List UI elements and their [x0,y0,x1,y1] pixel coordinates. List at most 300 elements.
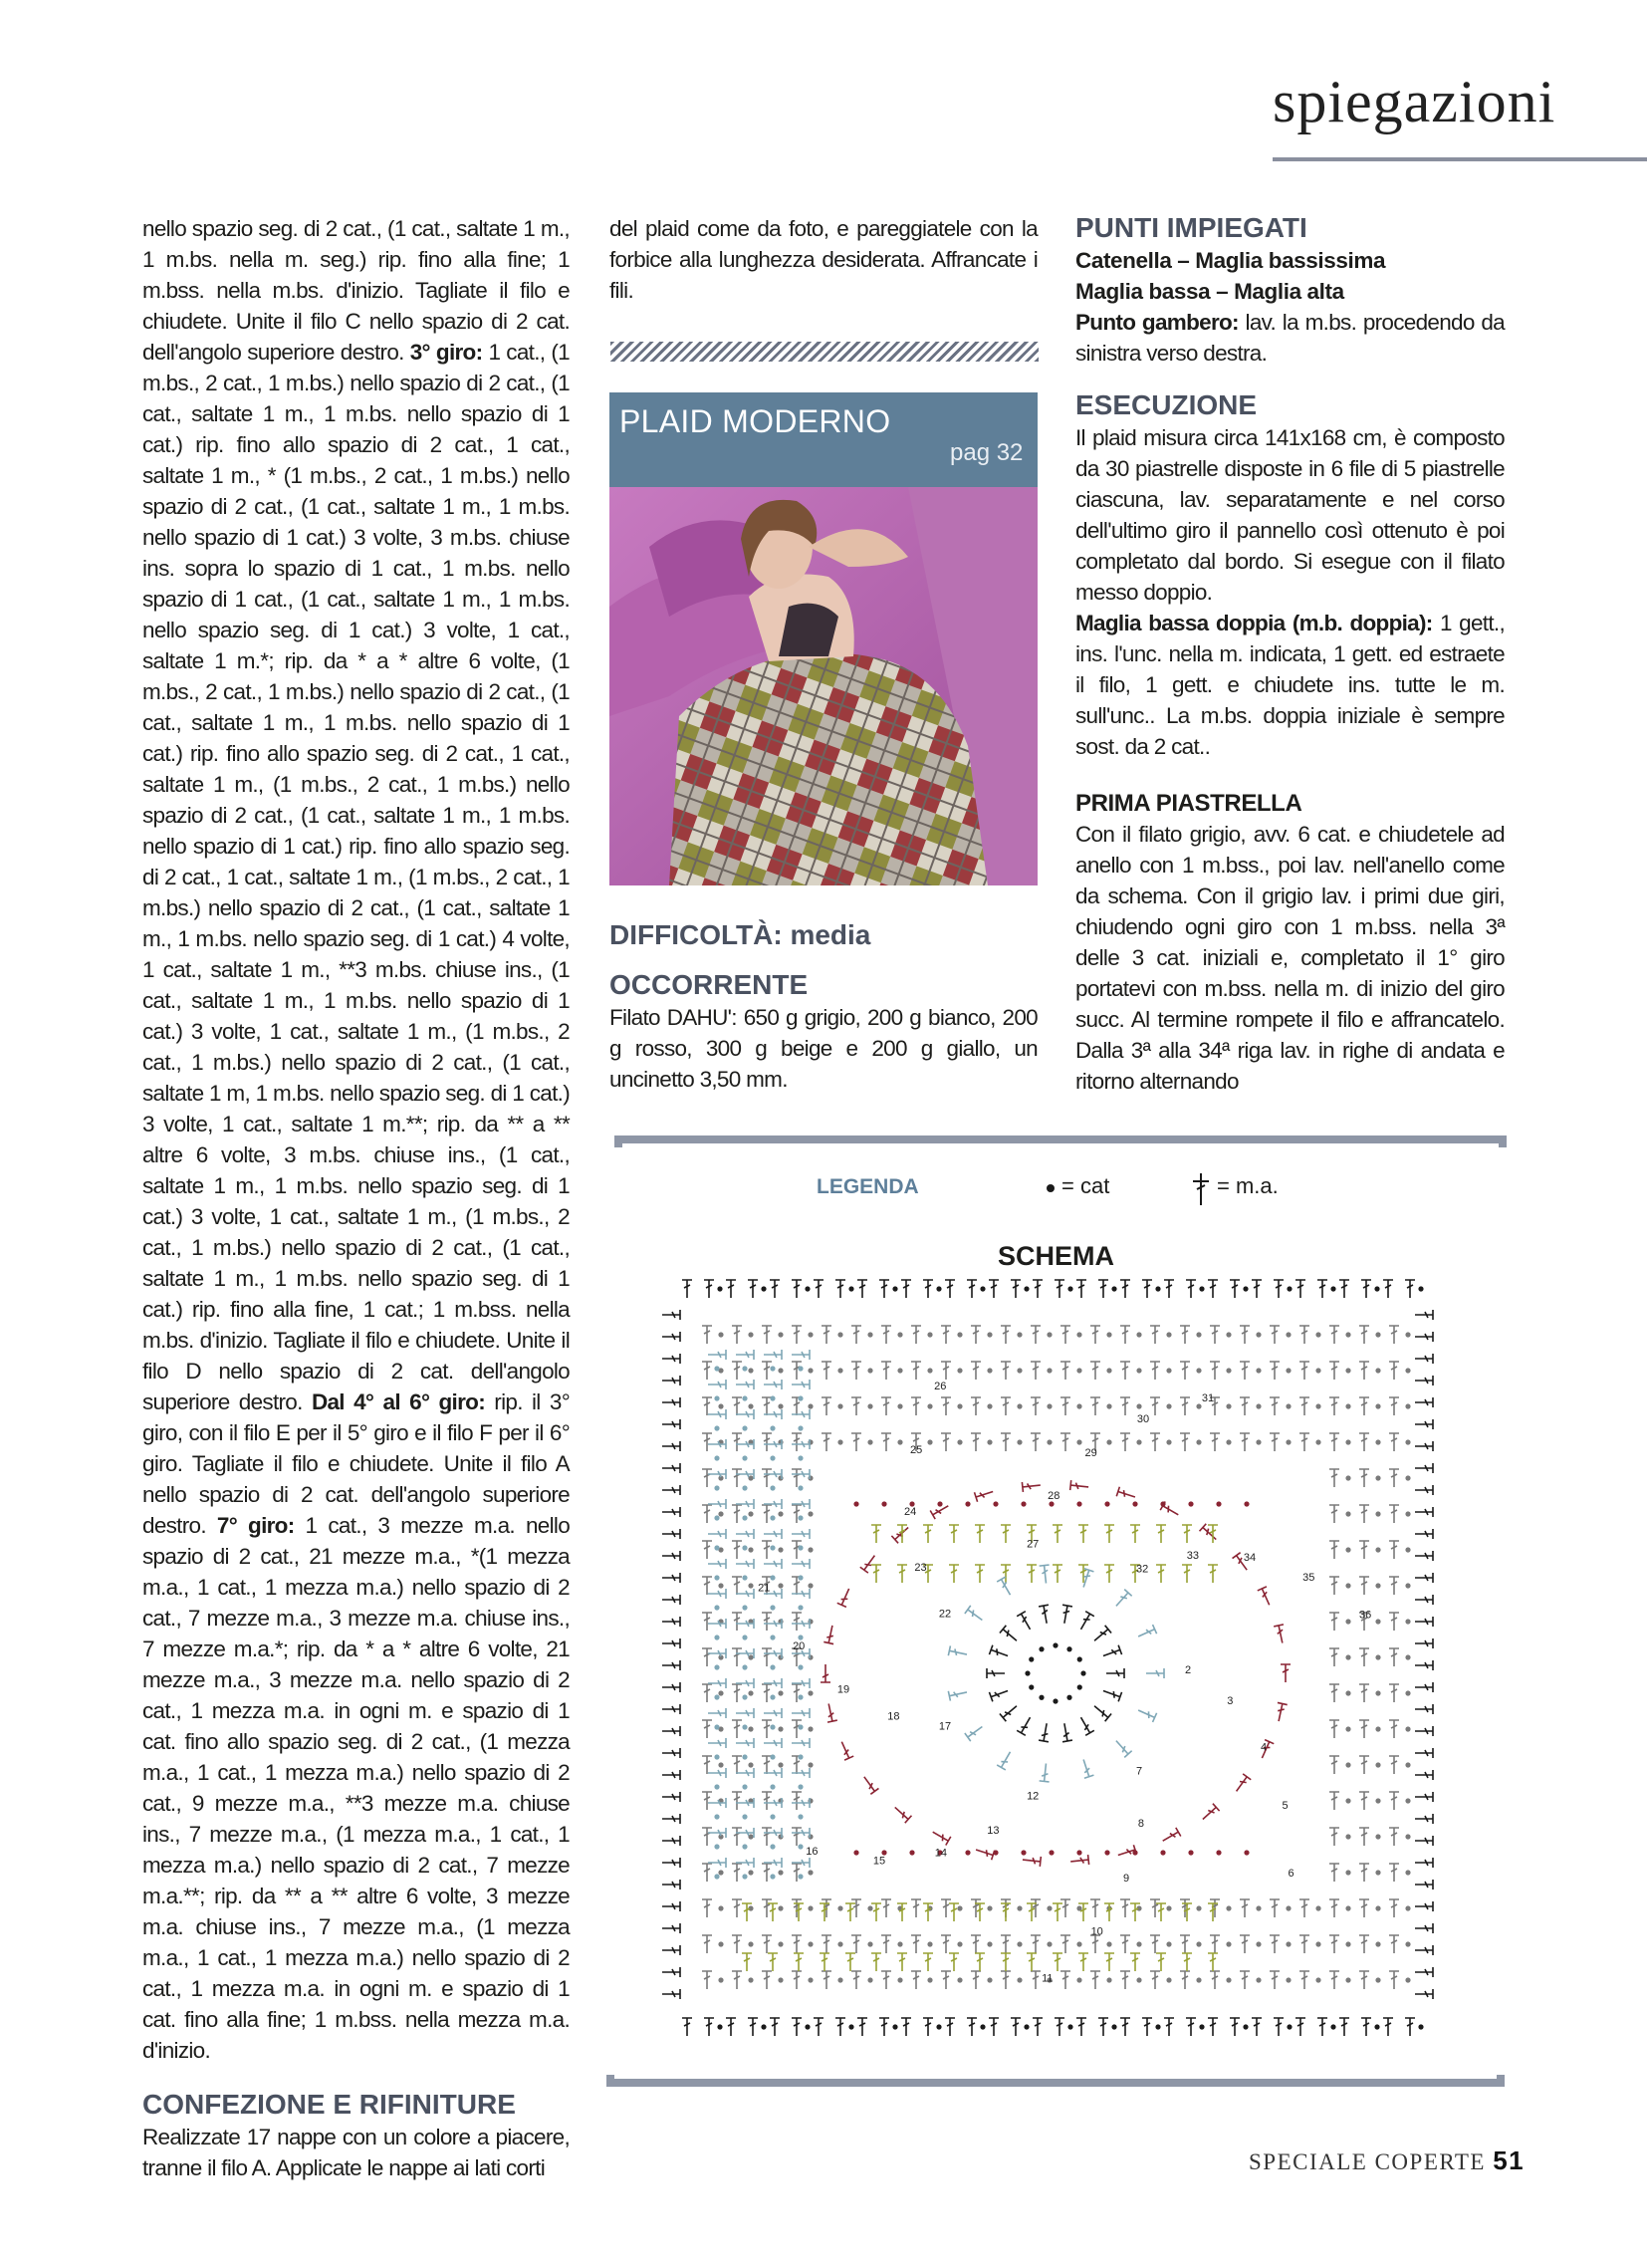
stitch-symbol [941,1397,951,1415]
stitch-symbol [1299,1971,1309,1989]
chain-dot [1405,1583,1410,1588]
chain-dot [714,1575,719,1580]
chain-dot [1345,1834,1350,1839]
stitch-symbol [662,1726,680,1736]
stitch-symbol [768,1953,778,1971]
stitch-symbol [1053,1565,1062,1583]
stitch-symbol [792,1971,802,1989]
stitch-symbol [965,1606,985,1625]
chain-dot [1166,1905,1171,1910]
stitch-symbol [662,1858,680,1868]
stitch-symbol [1389,1613,1399,1631]
stitch-symbol [857,1280,867,1298]
stitch-symbol [1415,1419,1433,1429]
stitch-symbol [860,1774,879,1794]
chain-dot [1021,1850,1026,1855]
chain-dot [1017,1403,1022,1408]
stitch-symbol [1405,2018,1415,2036]
stitch-symbol [1389,1864,1399,1882]
chain-dot [798,1575,803,1580]
row-number: 25 [910,1443,923,1456]
chain-dot [770,1664,775,1669]
stitch-symbol [1208,1280,1218,1298]
stitch-symbol [1415,1704,1433,1714]
stitch-symbol [662,1617,680,1627]
stitch-symbol [881,1326,891,1344]
chain-dot [778,1977,783,1982]
chain-dot [718,1941,723,1946]
chain-dot [1136,1941,1141,1946]
chain-dot [748,1870,753,1875]
stitch-symbol [1389,1756,1399,1774]
stitch-symbol [975,1487,995,1502]
stitch-symbol [1329,1792,1339,1810]
stitch-symbol [762,1899,772,1917]
stitch-symbol [1415,1595,1433,1605]
chain-dot [714,1366,719,1371]
stitch-symbol [702,1684,712,1702]
chain-dot [1345,1368,1350,1373]
stitch-symbol [1389,1362,1399,1380]
chain-dot [714,1515,719,1520]
stitch-symbol [948,1687,968,1701]
chain-dot [742,1874,747,1879]
stitch-symbol [1104,1903,1114,1921]
chain-dot [1243,1286,1248,1291]
stitch-symbol [1329,1756,1339,1774]
stitch-symbol [1329,1397,1339,1415]
stitch-symbol [989,1686,1009,1702]
stitch-symbol [1415,1770,1433,1780]
chain-dot [1345,1654,1350,1659]
row-number: 35 [1302,1571,1315,1584]
stitch-symbol [704,2018,714,2036]
page-number: 51 [1493,2145,1526,2175]
stitch-symbol [1252,2018,1262,2036]
stitch-symbol [764,1559,782,1569]
stitch-symbol [764,1529,782,1539]
stitch-symbol [941,1362,951,1380]
chain-dot [1286,1439,1291,1444]
stitch-symbol [1233,1774,1252,1794]
stitch-symbol [662,1967,680,1977]
stitch-symbol [792,1559,810,1569]
stitch-symbol [851,1362,861,1380]
stitch-symbol [1295,2018,1305,2036]
esecuzione-heading: ESECUZIONE [1075,389,1258,420]
stitch-symbol [897,1903,907,1921]
stitch-symbol [748,2018,758,2036]
stitch-symbol [881,1433,891,1451]
chain-dot [1405,1654,1410,1659]
stitch-symbol [1182,1953,1192,1971]
chain-dot [1375,1690,1380,1695]
chain-dot [808,1403,813,1408]
stitch-symbol [732,1577,742,1595]
stitch-symbol [1210,1971,1220,1989]
chain-dot [1315,1332,1320,1337]
chain-dot [1196,1403,1201,1408]
stitch-symbol [732,1397,742,1415]
stitch-symbol [1112,1590,1131,1610]
stitch-symbol [949,1565,959,1583]
chain-dot [770,1844,775,1849]
chain-dot [867,1905,872,1910]
stitch-symbol [1090,1362,1100,1380]
chain-dot [718,1905,723,1910]
chain-dot [1345,1439,1350,1444]
chain-dot [1066,1695,1071,1700]
chain-dot [770,1485,775,1490]
stitch-symbol [1274,1702,1288,1722]
stitch-symbol [1252,1280,1262,1298]
stitch-symbol [792,1678,810,1688]
stitch-symbol [762,1792,772,1810]
stitch-symbol [1415,1660,1433,1670]
stitch-symbol [1186,1280,1196,1298]
stitch-symbol [1156,1525,1166,1543]
chain-dot [770,1784,775,1789]
stitch-symbol [1150,1397,1160,1415]
chain-dot [742,1455,747,1460]
chain-dot [1076,1941,1081,1946]
punti-heading: PUNTI IMPIEGATI [1075,212,1307,243]
chain-dot [1286,1368,1291,1373]
stitch-symbol [702,1828,712,1846]
chain-dot [1375,1905,1380,1910]
chain-dot [778,1511,783,1516]
stitch-symbol [975,1565,985,1583]
stitch-symbol [1329,1720,1339,1738]
legend-label: LEGENDA [817,1175,919,1198]
stitch-symbol [792,1529,810,1539]
stitch-symbol [764,1708,782,1718]
chain-dot [742,1814,747,1819]
stitch-symbol [732,1648,742,1666]
chain-dot [1199,1286,1204,1291]
chain-dot [927,1977,932,1982]
stitch-symbol [821,1664,830,1682]
chain-dot [1256,1905,1261,1910]
chain-dot [778,1368,783,1373]
chain-dot [1345,1726,1350,1731]
stitch-symbol [1142,2018,1152,2036]
stitch-symbol [1208,2018,1218,2036]
stitch-symbol [1240,1935,1250,1953]
stitch-symbol [1415,1945,1433,1955]
round-label: 7° giro: [216,1513,295,1538]
row-number: 32 [1136,1563,1149,1576]
stitch-symbol [702,1433,712,1451]
stitch-symbol [1299,1433,1309,1451]
stitch-symbol [941,1899,951,1917]
stitch-symbol [662,1310,680,1320]
stitch-symbol [762,1433,772,1451]
stitch-symbol [732,1720,742,1738]
row-number: 16 [806,1846,819,1859]
stitch-symbol [1210,1433,1220,1451]
stitch-symbol [1059,1722,1072,1741]
stitch-symbol [835,1280,845,1298]
chain-dot [987,1941,992,1946]
stitch-symbol [702,1792,712,1810]
chain-dot [748,1403,753,1408]
chain-dot [1226,1439,1231,1444]
stitch-symbol [1076,1612,1094,1633]
stitch-symbol [1415,1923,1433,1933]
stitch-symbol [762,1648,772,1666]
chain-dot [1405,1690,1410,1695]
stitch-symbol [1329,1541,1339,1559]
stitch-symbol [1091,1626,1111,1644]
stitch-symbol [1329,1326,1339,1344]
stitch-symbol [1022,1855,1041,1867]
chain-dot [1375,1762,1380,1767]
chain-dot [837,1403,842,1408]
chain-dot [1405,1798,1410,1803]
chain-dot [936,2024,941,2029]
stitch-symbol [662,1441,680,1451]
stitch-symbol [792,1433,802,1451]
chain-dot [1226,1977,1231,1982]
stitch-symbol [1040,1565,1052,1584]
stitch-symbol [1359,1971,1369,1989]
stitch-symbol [879,2018,889,2036]
stitch-symbol [702,1720,712,1738]
chain-dot [837,1977,842,1982]
header-rule [1273,157,1647,161]
chain-dot [742,1664,747,1669]
row-number: 30 [1136,1412,1150,1425]
chain-dot [1375,1439,1380,1444]
stitch-symbol [732,1971,742,1989]
chain-dot [808,1834,813,1839]
stitch-symbol [764,1738,782,1748]
stitch-symbol [1270,1397,1280,1415]
chain-dot [808,1762,813,1767]
chain-dot [837,1332,842,1337]
chain-dot [1076,1501,1081,1506]
row-number: 20 [793,1640,806,1653]
stitch-symbol [989,1645,1009,1661]
chain-dot [742,1515,747,1520]
stitch-symbol [1031,1935,1041,1953]
chain-dot [927,1941,932,1946]
chain-dot [987,1368,992,1373]
stitch-symbol [662,1836,680,1846]
stitch-symbol [732,1792,742,1810]
chain-dot [1330,1286,1335,1291]
stitch-symbol [1017,1612,1035,1633]
stitch-symbol [945,1280,955,1298]
chain-dot [897,1941,902,1946]
stitch-symbol [764,1380,782,1389]
stitch-symbol [975,1845,995,1860]
stitch-symbol [1270,1433,1280,1451]
chain-dot [1021,1501,1026,1506]
stitch-symbol [1415,1836,1433,1846]
stitch-symbol [891,1804,911,1823]
chain-dot [936,1286,941,1291]
stitch-symbol [792,1589,810,1599]
stitch-symbol [997,1749,1015,1770]
chain-dot [808,1583,813,1588]
continuation-text: del plaid come da foto, e pareggiatele con la forbice alla lunghezza desiderata. Affrancate i fili. [609,216,1038,303]
stitch-symbol [708,1529,726,1539]
stitch-symbol [662,1573,680,1583]
chain-dot [1244,1850,1249,1855]
stitch-symbol [1299,1397,1309,1415]
stitch-symbol [1415,1748,1433,1758]
row-number: 24 [903,1505,917,1518]
chain-dot [798,1814,803,1819]
chain-dot [798,1605,803,1610]
stitch-symbol [662,1595,680,1605]
chain-dot [1106,1332,1111,1337]
stitch-symbol [1359,1433,1369,1451]
stitch-symbol [662,1354,680,1364]
stitch-symbol [1329,1469,1339,1487]
chain-dot [1025,1670,1030,1675]
stitch-symbol [1415,1880,1433,1890]
stitch-symbol [1359,1864,1369,1882]
stitch-symbol [1208,1565,1218,1583]
row-number: 19 [836,1683,850,1696]
stitch-symbol [1339,1280,1349,1298]
chain-dot [742,1575,747,1580]
stitch-symbol [792,1280,802,1298]
chain-dot [1166,1439,1171,1444]
stitch-symbol [1389,1899,1399,1917]
row-number: 26 [934,1380,947,1392]
chain-dot [957,1941,962,1946]
stitch-symbol [1359,1505,1369,1523]
stitch-symbol [1359,1326,1369,1344]
row-number: 28 [1048,1490,1060,1503]
chain-dot [909,1850,914,1855]
stitch-symbol [901,1280,911,1298]
chain-dot [718,1583,723,1588]
chain-dot [748,1726,753,1731]
row-number: 11 [1042,1972,1054,1985]
stitch-symbol [702,1397,712,1415]
stitch-symbol [949,1525,959,1543]
stitch-symbol [1329,1828,1339,1846]
chain-dot [1216,1501,1221,1506]
chain-dot [927,1368,932,1373]
stitch-symbol [835,2018,845,2036]
chain-dot [742,1844,747,1849]
round-label: 3° giro: [409,340,483,365]
chain-dot [798,1455,803,1460]
stitch-symbol [732,1864,742,1882]
stitch-symbol [1000,1626,1020,1644]
stitch-symbol [1101,1645,1121,1661]
chain-dot [957,1439,962,1444]
stitch-symbol [1389,1935,1399,1953]
stitch-symbol [901,2018,911,2036]
row-number: 14 [934,1847,948,1860]
chain-dot [1196,1439,1201,1444]
stitch-symbol [1001,1935,1011,1953]
column-left [142,213,570,2183]
row-number: 8 [1137,1818,1145,1831]
stitch-symbol [682,1280,692,1298]
stitch-symbol [911,1326,921,1344]
instructions-text: nello spazio seg. di 2 cat., (1 cat., saltate 1 m., 1 m.bs. nella m. seg.) rip. fino alla fine; 1 m.bss. nella m.bs. d'inizio. Tagliate il filo e chiudete. Unite il filo C nello spazio di 2 cat. dell'angolo superiore destro. [142,216,570,365]
chain-dot [718,1690,723,1695]
stitch-symbol [1104,1953,1114,1971]
stitch-symbol [1120,1326,1130,1344]
stitch-symbol [1011,1280,1021,1298]
stitch-symbol [1270,1935,1280,1953]
chain-dot [805,1286,810,1291]
chain-dot [1024,1286,1029,1291]
stitch-symbol [1389,1577,1399,1595]
instructions-text: 1 cat., (1 m.bs., 2 cat., 1 m.bs.) nello spazio di 2 cat., (1 cat., saltate 1 m., 1 m.bs. nello spazio di 1 cat.) rip. fino allo spazio di 2 cat., 1 cat., saltate 1 m., * (1 m.bs., 2 cat., 1 m.bs.) nello spazio di 2 cat., (1 cat., saltate 1 m., 1 m.bs. nello spazio di 1 cat.) 3 volte, 3 m.bs. chiuse ins. sopra lo spazio di 1 cat., 1 m.bs. nello spazio di 1 cat., (1 cat., saltate 1 m., 1 m.bs. nello spazio seg. di 1 cat.) 3 volte, 1 cat., saltate 1 m.*; rip. da * a * altre 6 volte, (1 m.bs., 2 cat., 1 m.bs.) nello spazio di 2 cat., (1 cat., saltate 1 m., 1 m.bs. nello spazio di 1 cat.) rip. fino allo spazio seg. di 2 cat., 1 cat., saltate 1 m., (1 m.bs., 2 cat., 1 m.bs.) nello spazio di 2 cat., (1 cat., saltate 1 m., 1 m.bs. nello spazio di 1 cat.) rip. fino allo spazio seg. di 2 cat., 1 cat., saltate 1 m., (1 m.bs., 2 cat., 1 m.bs.) nello spazio di 2 cat., (1 cat., saltate 1 m., 1 m.bs. nello spazio seg. di 1 cat.) 4 volte, 1 cat., saltate 1 m., **3 m.bs. chiuse ins., (1 cat., saltate 1 m., 1 m.bs. nello spazio di 1 cat.) 3 volte, 1 cat., saltate 1 m., (1 m.bs., 2 cat., 1 m.bs.) nello spazio di 2 cat., (1 cat., saltate 1 m, 1 m.bs. nello spazio seg. di 1 cat.) 3 volte, 1 cat., saltate 1 m.**; rip. da ** a ** altre 6 volte, 3 m.bs. chiuse ins., (1 cat., saltate 1 m., 1 m.bs. nello spazio seg. di 1 cat.) 3 volte, 1 cat., saltate 1 m., (1 m.bs., 2 cat., 1 m.bs.) nello spazio di 2 cat., (1 cat., saltate 1 m., 1 m.bs. nello spazio seg. di 1 cat.) rip. fino alla fine, 1 cat.; 1 m.bss. nella m.bs. d'inizio. Tagliate il filo e chiudete. Unite il filo D nello spazio di 2 cat. dell'angolo superiore destro. [142,340,570,1414]
chain-dot [987,1977,992,1982]
chain-dot [987,1905,992,1910]
stitch-symbol [1186,2018,1196,2036]
punti-line: Maglia bassa – Maglia alta [1075,279,1344,304]
decorative-divider [610,342,1039,362]
chain-dot [742,1366,747,1371]
chain-dot [1076,1977,1081,1982]
stitch-symbol [1258,1587,1274,1608]
chain-dot [1286,1403,1291,1408]
stitch-symbol [1208,1903,1218,1921]
stitch-symbol [1389,1397,1399,1415]
chain-dot [714,1545,719,1550]
plaid-page-ref: pag 32 [950,439,1024,466]
stitch-symbol [762,1541,772,1559]
stitch-symbol [1415,1310,1433,1320]
row-number: 5 [1282,1799,1289,1812]
chain-dot [1226,1905,1231,1910]
stitch-symbol [911,1899,921,1917]
stitch-symbol [822,1971,831,1989]
instructions-paragraph [142,213,570,2066]
stitch-symbol [1070,1480,1089,1492]
chain-dot [1029,1684,1034,1689]
chain-dot [742,1485,747,1490]
stitch-symbol [732,1684,742,1702]
chain-dot [1226,1941,1231,1946]
chain-dot-icon [1046,1183,1056,1193]
stitch-symbol [1359,1899,1369,1917]
chain-dot [1405,1547,1410,1552]
stitch-symbol [1060,1397,1070,1415]
chain-dot [778,1654,783,1659]
chain-dot [1256,1977,1261,1982]
stitch-symbol [1001,1525,1011,1543]
chain-dot [1345,1941,1350,1946]
chain-dot [1076,1368,1081,1373]
stitch-symbol [822,1362,831,1380]
chain-dot [1199,2024,1204,2029]
stitch-symbol [792,1613,802,1631]
stitch-symbol [1415,1529,1433,1539]
stitch-symbol [736,1678,754,1688]
stitch-symbol [1055,2018,1064,2036]
stitch-symbol [792,1792,802,1810]
stitch-symbol [702,1756,712,1774]
chain-dot [1047,1439,1052,1444]
stitch-symbol [702,1326,712,1344]
stitch-symbol [1281,1664,1291,1682]
stitch-symbol [1078,1525,1088,1543]
chain-dot [1345,1870,1350,1875]
